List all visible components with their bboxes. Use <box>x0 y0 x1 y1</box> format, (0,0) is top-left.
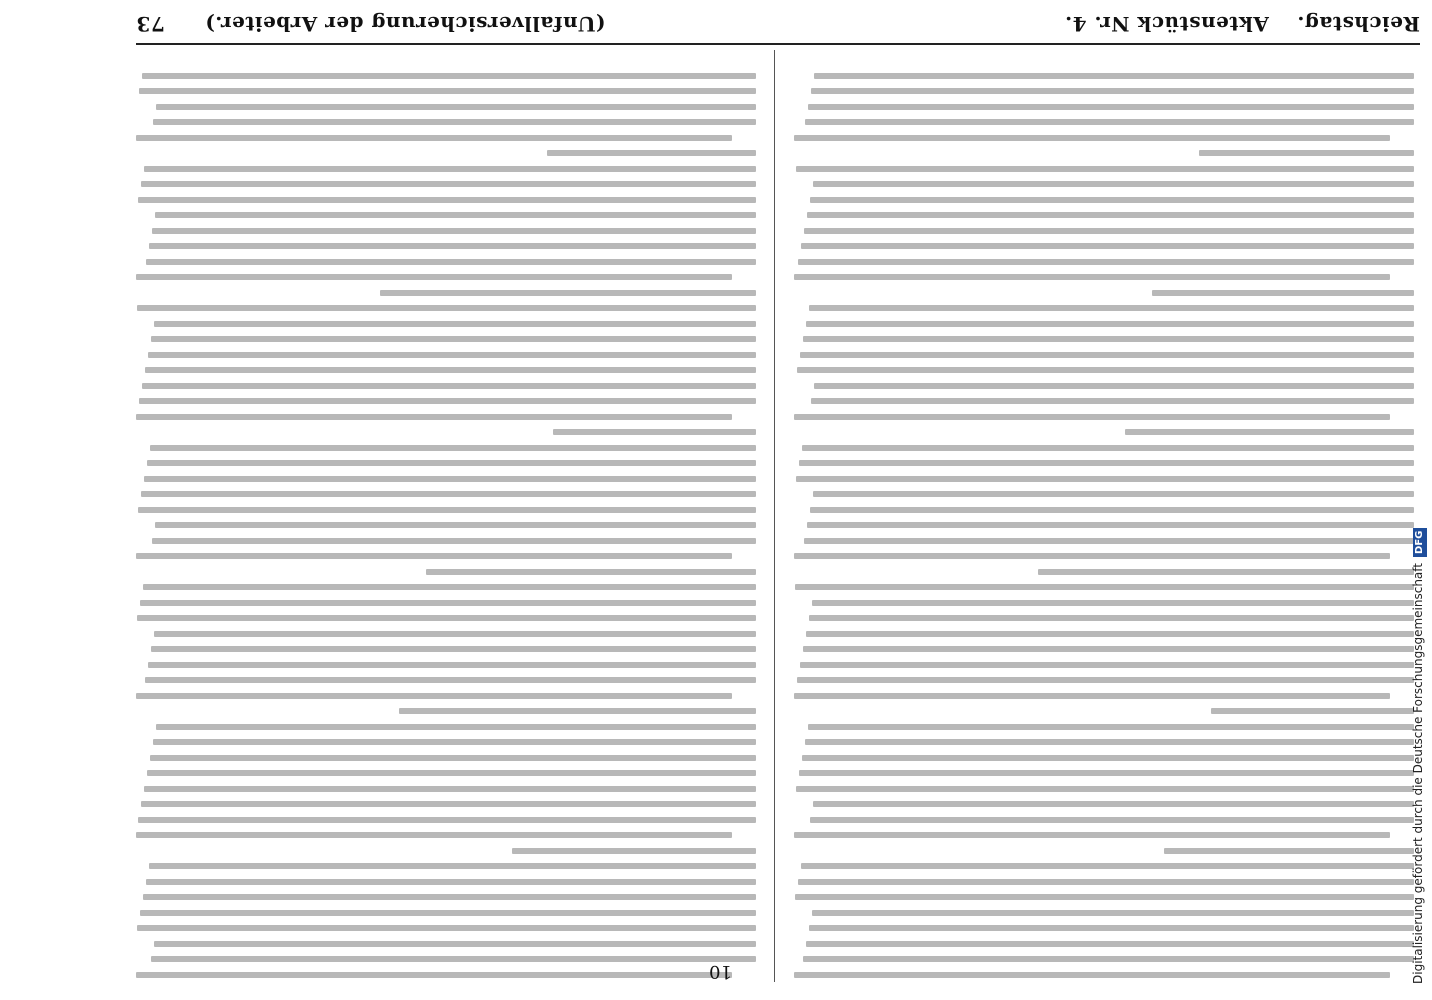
running-header <box>136 6 1420 40</box>
text-line <box>512 848 756 854</box>
text-line <box>794 275 1390 281</box>
text-line <box>798 259 1414 265</box>
text-line <box>813 802 1414 808</box>
text-line <box>808 104 1414 110</box>
text-line <box>799 771 1414 777</box>
text-line <box>809 306 1414 312</box>
text-line <box>794 693 1390 699</box>
text-line <box>794 135 1390 141</box>
text-line <box>1125 430 1414 436</box>
credit-text <box>1408 0 1428 1000</box>
text-line <box>814 73 1414 79</box>
running-header-document-number: Aktenstück Nr. 4. <box>1064 12 1269 36</box>
text-line <box>142 73 756 79</box>
text-line <box>811 89 1414 95</box>
text-line <box>794 414 1390 420</box>
text-line <box>806 321 1414 327</box>
text-line <box>155 213 756 219</box>
text-line <box>805 120 1414 126</box>
text-line <box>1038 569 1414 575</box>
text-line <box>399 709 756 715</box>
text-line <box>813 492 1414 498</box>
text-column-left <box>794 50 1414 982</box>
text-line <box>136 275 732 281</box>
text-line <box>136 414 732 420</box>
text-line <box>801 244 1414 250</box>
text-line <box>796 476 1414 482</box>
text-line <box>147 461 756 467</box>
text-line <box>809 926 1414 932</box>
text-line <box>1211 709 1414 715</box>
running-header-left <box>1065 12 1420 36</box>
text-line <box>145 368 756 374</box>
text-line <box>136 135 732 141</box>
text-column-right <box>136 50 756 982</box>
dfg-logo-icon: DFG <box>1413 528 1427 557</box>
text-line <box>814 383 1414 389</box>
text-line <box>139 399 756 405</box>
text-line <box>810 197 1414 203</box>
text-line <box>1164 848 1414 854</box>
text-line <box>799 461 1414 467</box>
text-line <box>806 631 1414 637</box>
text-line <box>150 445 756 451</box>
text-line <box>811 399 1414 405</box>
text-line <box>156 104 756 110</box>
text-line <box>138 817 756 823</box>
text-line <box>152 538 756 544</box>
text-line <box>800 352 1414 358</box>
text-line <box>136 972 732 978</box>
text-line <box>156 724 756 730</box>
text-line <box>795 585 1414 591</box>
text-line <box>137 306 756 312</box>
text-line <box>812 600 1414 606</box>
text-line <box>152 228 756 234</box>
text-line <box>151 957 756 963</box>
text-line <box>145 678 756 684</box>
text-line <box>807 523 1414 529</box>
text-line <box>810 817 1414 823</box>
text-line <box>143 585 756 591</box>
text-line <box>150 755 756 761</box>
text-line <box>1152 290 1414 296</box>
text-line <box>426 569 756 575</box>
text-line <box>137 926 756 932</box>
text-line <box>797 368 1414 374</box>
text-line <box>806 941 1414 947</box>
text-line <box>154 941 756 947</box>
credit-label: Digitalisierung gefördert durch die Deutsche Forschungsgemeinschaft <box>1411 562 1425 984</box>
running-header-right <box>136 12 605 36</box>
text-line <box>800 662 1414 668</box>
text-line <box>140 600 756 606</box>
text-line <box>146 259 756 265</box>
text-line <box>140 910 756 916</box>
text-line <box>796 786 1414 792</box>
text-line <box>810 507 1414 513</box>
page-number: 73 <box>136 12 165 36</box>
text-line <box>801 864 1414 870</box>
text-line <box>805 740 1414 746</box>
signature-mark: 10 <box>709 961 732 982</box>
text-line <box>553 430 756 436</box>
text-line <box>153 120 756 126</box>
text-line <box>138 197 756 203</box>
text-line <box>153 740 756 746</box>
text-line <box>136 693 732 699</box>
text-line <box>803 337 1414 343</box>
text-line <box>809 616 1414 622</box>
text-line <box>803 647 1414 653</box>
text-line <box>146 879 756 885</box>
text-line <box>794 554 1390 560</box>
text-line <box>797 678 1414 684</box>
text-line <box>144 476 756 482</box>
text-line <box>808 724 1414 730</box>
text-line <box>139 89 756 95</box>
text-line <box>812 910 1414 916</box>
text-line <box>154 321 756 327</box>
text-line <box>141 182 756 188</box>
text-line <box>144 166 756 172</box>
text-line <box>137 616 756 622</box>
text-line <box>138 507 756 513</box>
text-line <box>144 786 756 792</box>
text-line <box>803 957 1414 963</box>
text-line <box>796 166 1414 172</box>
text-line <box>151 647 756 653</box>
text-line <box>813 182 1414 188</box>
text-line <box>802 755 1414 761</box>
text-line <box>1199 151 1414 157</box>
text-line <box>136 833 732 839</box>
running-header-title: Reichstag. <box>1296 12 1420 36</box>
text-line <box>794 972 1390 978</box>
text-line <box>141 802 756 808</box>
text-line <box>380 290 756 296</box>
text-line <box>147 771 756 777</box>
text-line <box>547 151 756 157</box>
digitization-credit <box>1408 0 1428 1000</box>
text-line <box>143 895 756 901</box>
text-line <box>804 538 1414 544</box>
text-line <box>151 337 756 343</box>
text-line <box>798 879 1414 885</box>
text-line <box>807 213 1414 219</box>
text-line <box>154 631 756 637</box>
header-rule <box>136 43 1420 45</box>
text-line <box>148 352 756 358</box>
text-line <box>804 228 1414 234</box>
text-line <box>148 662 756 668</box>
text-line <box>155 523 756 529</box>
running-header-subject: (Unfallversicherung der Arbeiter.) <box>204 12 606 36</box>
text-line <box>802 445 1414 451</box>
text-line <box>142 383 756 389</box>
text-line <box>136 554 732 560</box>
text-line <box>794 833 1390 839</box>
text-line <box>141 492 756 498</box>
column-rule <box>774 50 775 982</box>
text-line <box>795 895 1414 901</box>
text-line <box>149 244 756 250</box>
text-line <box>149 864 756 870</box>
